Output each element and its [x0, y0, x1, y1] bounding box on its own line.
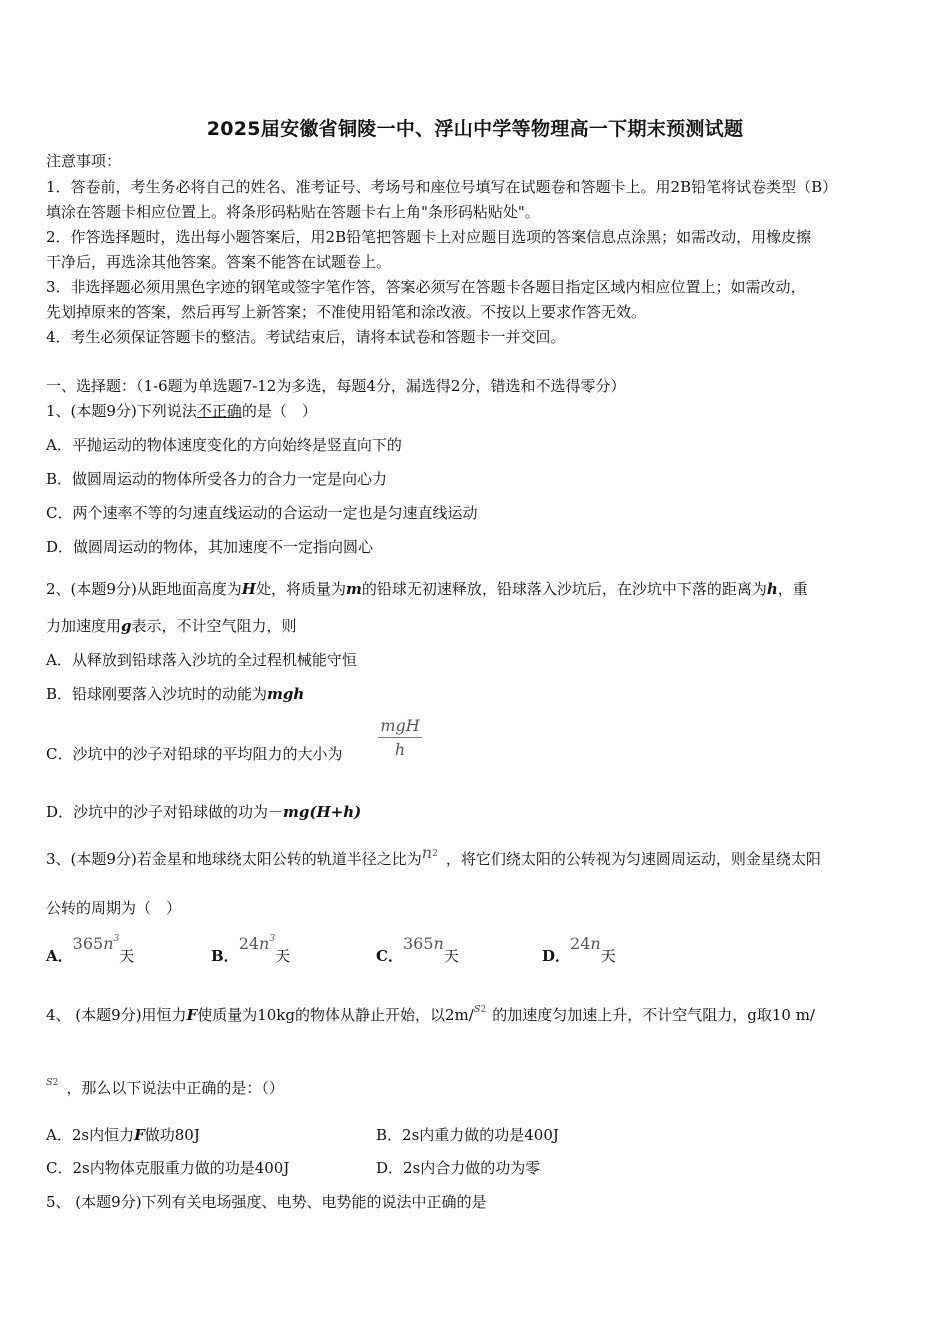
notice-line: 3．非选择题必须用黑色字迹的钢笔或签字笔作答，答案必须写在答题卡各题目指定区域内相应位置上；如需改动， — [46, 278, 806, 296]
question-1-stem: 1、(本题9分)下列说法不正确的是（ ） — [46, 402, 317, 420]
question-2-stem: 2、(本题9分)从距地面高度为H处，将质量为m的铅球无初速释放，铅球落入沙坑后，在沙坑中下落的距离为h，重 — [46, 580, 808, 598]
question-2-option-c: C．沙坑中的沙子对铅球的平均阻力的大小为 — [46, 745, 343, 763]
notice-line: 干净后，再选涂其他答案。答案不能答在试题卷上。 — [46, 253, 392, 271]
notice-heading: 注意事项： — [46, 152, 122, 170]
question-1-option-d: D．做圆周运动的物体，其加速度不一定指向圆心 — [46, 538, 374, 556]
question-2-option-b: B．铅球刚要落入沙坑时的动能为mgh — [46, 685, 305, 703]
question-4-stem-cont: $s^2$ ，那么以下说法中正确的是：（） — [46, 1074, 284, 1097]
fraction-mgH-over-h: mgH h — [378, 716, 422, 759]
question-4-option-a: A．2s内恒力F做功80J — [46, 1126, 200, 1144]
section-heading: 一、选择题：（1-6题为单选题7-12为多选，每题4分，漏选得2分，错选和不选得零分） — [46, 377, 626, 395]
question-1-option-a: A．平抛运动的物体速度变化的方向始终是竖直向下的 — [46, 436, 402, 454]
notice-line: 1．答卷前，考生务必将自己的姓名、准考证号、考场号和座位号填写在试题卷和答题卡上。用2B铅笔将试卷类型（B） — [46, 178, 838, 196]
notice-line: 填涂在答题卡相应位置上。将条形码粘贴在答题卡右上角"条形码粘贴处"。 — [46, 203, 540, 221]
notice-line: 2．作答选择题时，选出每小题答案后，用2B铅笔把答题卡上对应题目选项的答案信息点涂黑；如需改动，用橡皮擦 — [46, 228, 812, 246]
notice-line: 4．考生必须保证答题卡的整洁。考试结束后，请将本试卷和答题卡一并交回。 — [46, 328, 566, 346]
question-4-option-c: C．2s内物体克服重力做的功是400J — [46, 1159, 290, 1177]
question-3-option-a: A．$365n^3$天 — [46, 934, 135, 965]
question-2-stem-cont: 力加速度用g表示，不计空气阻力，则 — [46, 617, 297, 635]
question-3-option-d: D．24n天 — [542, 934, 616, 965]
notice-line: 先划掉原来的答案，然后再写上新答案；不准使用铅笔和涂改液。不按以上要求作答无效。 — [46, 303, 647, 321]
question-4-option-d: D．2s内合力做的功为零 — [376, 1159, 541, 1177]
question-4-stem: 4、 (本题9分)用恒力F使质量为10kg的物体从静止开始，以$2m/s^2$ 的加速度匀加速上升，不计空气阻力，g取10 m/ — [46, 1001, 815, 1024]
question-3-stem: 3、(本题9分)若金星和地球绕太阳公转的轨道半径之比为$n^2$ ，将它们绕太阳的公转视为匀速圆周运动，则金星绕太阳 — [46, 843, 821, 868]
question-1-option-c: C．两个速率不等的匀速直线运动的合运动一定也是匀速直线运动 — [46, 504, 478, 522]
question-2-option-a: A．从释放到铅球落入沙坑的全过程机械能守恒 — [46, 651, 357, 669]
question-3-option-b: B．$24n^3$天 — [211, 934, 291, 965]
page-title: 2025届安徽省铜陵一中、浮山中学等物理高一下期末预测试题 — [206, 118, 744, 140]
question-5-stem: 5、 (本题9分)下列有关电场强度、电势、电势能的说法中正确的是 — [46, 1193, 487, 1211]
question-3-option-c: C．365n天 — [376, 934, 459, 965]
question-4-option-b: B．2s内重力做的功是400J — [376, 1126, 559, 1144]
question-3-stem-cont: 公转的周期为（ ） — [46, 899, 182, 917]
question-2-option-d: D．沙坑中的沙子对铅球做的功为－mg(H+h) — [46, 803, 362, 821]
question-1-option-b: B．做圆周运动的物体所受各力的合力一定是向心力 — [46, 470, 388, 488]
